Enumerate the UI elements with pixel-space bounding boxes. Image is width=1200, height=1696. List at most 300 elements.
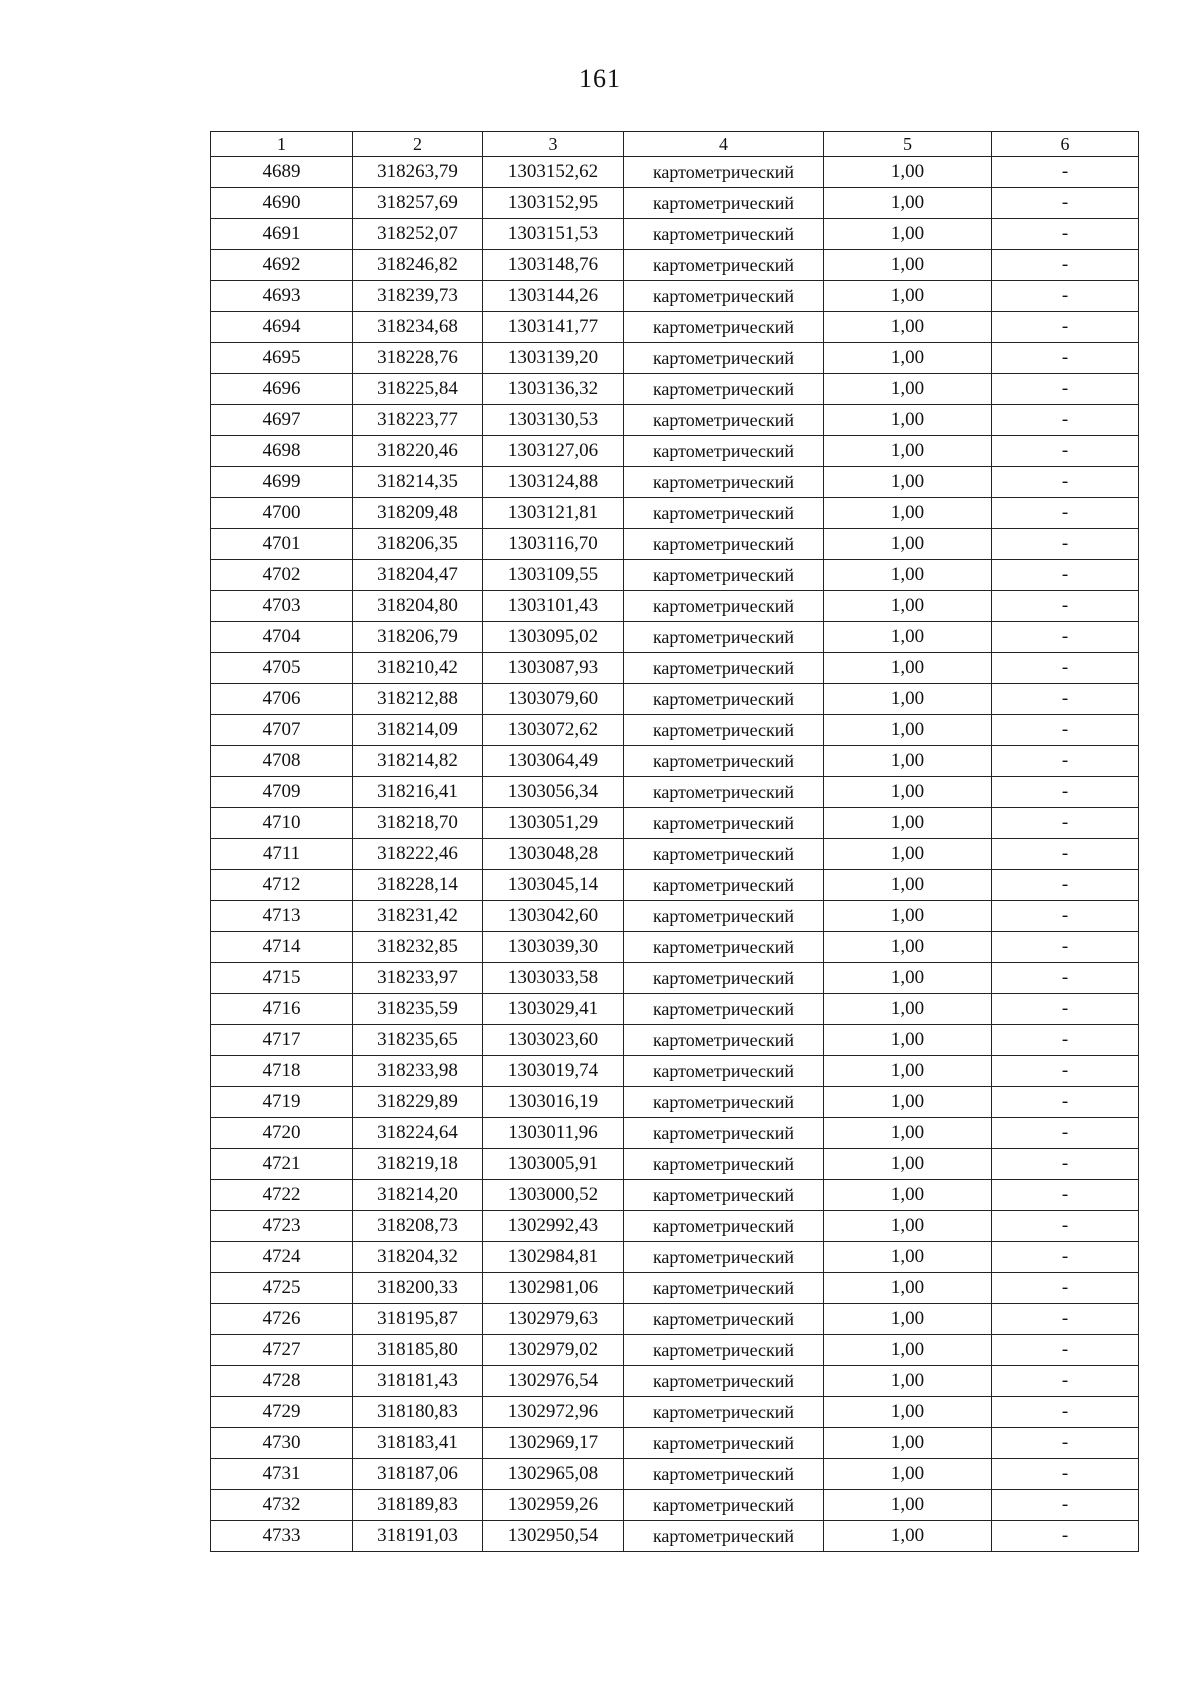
table-row xyxy=(211,653,1139,684)
cell-accuracy: 1,00 xyxy=(824,932,992,963)
cell-point-number: 4707 xyxy=(211,715,353,746)
cell-y-coordinate: 1303039,30 xyxy=(483,932,624,963)
cell-y-coordinate: 1302984,81 xyxy=(483,1242,624,1273)
coordinates-table xyxy=(210,131,1139,1552)
cell-point-number: 4727 xyxy=(211,1335,353,1366)
cell-x-coordinate: 318235,65 xyxy=(353,1025,483,1056)
cell-y-coordinate: 1303127,06 xyxy=(483,436,624,467)
cell-point-number: 4701 xyxy=(211,529,353,560)
cell-y-coordinate: 1303011,96 xyxy=(483,1118,624,1149)
cell-y-coordinate: 1303141,77 xyxy=(483,312,624,343)
cell-method: картометрический xyxy=(624,1118,824,1149)
cell-point-number: 4723 xyxy=(211,1211,353,1242)
cell-x-coordinate: 318183,41 xyxy=(353,1428,483,1459)
table-row xyxy=(211,1118,1139,1149)
cell-note: - xyxy=(992,374,1139,405)
cell-note: - xyxy=(992,1335,1139,1366)
cell-point-number: 4725 xyxy=(211,1273,353,1304)
cell-x-coordinate: 318229,89 xyxy=(353,1087,483,1118)
cell-x-coordinate: 318187,06 xyxy=(353,1459,483,1490)
cell-y-coordinate: 1303124,88 xyxy=(483,467,624,498)
cell-method: картометрический xyxy=(624,684,824,715)
cell-method: картометрический xyxy=(624,157,824,188)
cell-point-number: 4730 xyxy=(211,1428,353,1459)
cell-accuracy: 1,00 xyxy=(824,343,992,374)
cell-point-number: 4692 xyxy=(211,250,353,281)
table-row xyxy=(211,684,1139,715)
cell-note: - xyxy=(992,808,1139,839)
cell-note: - xyxy=(992,901,1139,932)
cell-y-coordinate: 1302950,54 xyxy=(483,1521,624,1552)
cell-note: - xyxy=(992,1521,1139,1552)
cell-point-number: 4720 xyxy=(211,1118,353,1149)
cell-y-coordinate: 1303023,60 xyxy=(483,1025,624,1056)
cell-note: - xyxy=(992,684,1139,715)
cell-y-coordinate: 1303121,81 xyxy=(483,498,624,529)
cell-point-number: 4728 xyxy=(211,1366,353,1397)
table-row xyxy=(211,1273,1139,1304)
table-row xyxy=(211,188,1139,219)
cell-y-coordinate: 1303033,58 xyxy=(483,963,624,994)
table-row xyxy=(211,374,1139,405)
cell-method: картометрический xyxy=(624,622,824,653)
cell-point-number: 4721 xyxy=(211,1149,353,1180)
cell-x-coordinate: 318228,14 xyxy=(353,870,483,901)
cell-y-coordinate: 1303139,20 xyxy=(483,343,624,374)
table-row xyxy=(211,932,1139,963)
cell-note: - xyxy=(992,188,1139,219)
cell-point-number: 4704 xyxy=(211,622,353,653)
cell-note: - xyxy=(992,1056,1139,1087)
table-row xyxy=(211,1149,1139,1180)
cell-y-coordinate: 1302972,96 xyxy=(483,1397,624,1428)
cell-note: - xyxy=(992,777,1139,808)
cell-method: картометрический xyxy=(624,529,824,560)
cell-point-number: 4694 xyxy=(211,312,353,343)
cell-note: - xyxy=(992,932,1139,963)
table-row xyxy=(211,1180,1139,1211)
cell-y-coordinate: 1303152,95 xyxy=(483,188,624,219)
table-row xyxy=(211,312,1139,343)
cell-x-coordinate: 318225,84 xyxy=(353,374,483,405)
cell-point-number: 4717 xyxy=(211,1025,353,1056)
cell-y-coordinate: 1303042,60 xyxy=(483,901,624,932)
cell-x-coordinate: 318228,76 xyxy=(353,343,483,374)
cell-note: - xyxy=(992,436,1139,467)
table-row xyxy=(211,1521,1139,1552)
table-body xyxy=(211,157,1139,1552)
cell-y-coordinate: 1303079,60 xyxy=(483,684,624,715)
cell-point-number: 4709 xyxy=(211,777,353,808)
cell-accuracy: 1,00 xyxy=(824,157,992,188)
cell-accuracy: 1,00 xyxy=(824,653,992,684)
cell-method: картометрический xyxy=(624,219,824,250)
cell-point-number: 4705 xyxy=(211,653,353,684)
table-row xyxy=(211,250,1139,281)
cell-note: - xyxy=(992,343,1139,374)
cell-accuracy: 1,00 xyxy=(824,281,992,312)
cell-y-coordinate: 1303136,32 xyxy=(483,374,624,405)
cell-y-coordinate: 1303087,93 xyxy=(483,653,624,684)
table-row xyxy=(211,808,1139,839)
table-row xyxy=(211,963,1139,994)
cell-method: картометрический xyxy=(624,467,824,498)
cell-note: - xyxy=(992,746,1139,777)
cell-accuracy: 1,00 xyxy=(824,994,992,1025)
cell-x-coordinate: 318210,42 xyxy=(353,653,483,684)
cell-point-number: 4693 xyxy=(211,281,353,312)
cell-accuracy: 1,00 xyxy=(824,1149,992,1180)
cell-point-number: 4729 xyxy=(211,1397,353,1428)
cell-x-coordinate: 318233,97 xyxy=(353,963,483,994)
cell-x-coordinate: 318216,41 xyxy=(353,777,483,808)
cell-accuracy: 1,00 xyxy=(824,963,992,994)
cell-x-coordinate: 318263,79 xyxy=(353,157,483,188)
cell-method: картометрический xyxy=(624,932,824,963)
cell-accuracy: 1,00 xyxy=(824,684,992,715)
cell-method: картометрический xyxy=(624,1056,824,1087)
cell-accuracy: 1,00 xyxy=(824,901,992,932)
cell-y-coordinate: 1302979,02 xyxy=(483,1335,624,1366)
cell-note: - xyxy=(992,1366,1139,1397)
cell-accuracy: 1,00 xyxy=(824,1335,992,1366)
cell-y-coordinate: 1303048,28 xyxy=(483,839,624,870)
column-header-3: 3 xyxy=(483,132,624,157)
cell-method: картометрический xyxy=(624,1273,824,1304)
cell-point-number: 4698 xyxy=(211,436,353,467)
cell-point-number: 4696 xyxy=(211,374,353,405)
cell-accuracy: 1,00 xyxy=(824,746,992,777)
cell-note: - xyxy=(992,1428,1139,1459)
cell-method: картометрический xyxy=(624,963,824,994)
cell-y-coordinate: 1303000,52 xyxy=(483,1180,624,1211)
cell-point-number: 4697 xyxy=(211,405,353,436)
cell-point-number: 4695 xyxy=(211,343,353,374)
cell-note: - xyxy=(992,312,1139,343)
cell-y-coordinate: 1303045,14 xyxy=(483,870,624,901)
table-row xyxy=(211,1428,1139,1459)
table-row xyxy=(211,1087,1139,1118)
cell-accuracy: 1,00 xyxy=(824,1242,992,1273)
cell-accuracy: 1,00 xyxy=(824,715,992,746)
cell-point-number: 4713 xyxy=(211,901,353,932)
cell-x-coordinate: 318218,70 xyxy=(353,808,483,839)
cell-x-coordinate: 318180,83 xyxy=(353,1397,483,1428)
cell-note: - xyxy=(992,529,1139,560)
cell-note: - xyxy=(992,1087,1139,1118)
cell-method: картометрический xyxy=(624,188,824,219)
cell-note: - xyxy=(992,219,1139,250)
cell-note: - xyxy=(992,1490,1139,1521)
table-row xyxy=(211,715,1139,746)
cell-note: - xyxy=(992,839,1139,870)
cell-y-coordinate: 1302965,08 xyxy=(483,1459,624,1490)
cell-y-coordinate: 1303064,49 xyxy=(483,746,624,777)
cell-x-coordinate: 318220,46 xyxy=(353,436,483,467)
cell-method: картометрический xyxy=(624,1428,824,1459)
cell-x-coordinate: 318208,73 xyxy=(353,1211,483,1242)
cell-point-number: 4724 xyxy=(211,1242,353,1273)
cell-accuracy: 1,00 xyxy=(824,1490,992,1521)
cell-x-coordinate: 318232,85 xyxy=(353,932,483,963)
table-row xyxy=(211,1056,1139,1087)
cell-note: - xyxy=(992,1211,1139,1242)
cell-x-coordinate: 318233,98 xyxy=(353,1056,483,1087)
cell-accuracy: 1,00 xyxy=(824,1428,992,1459)
cell-x-coordinate: 318204,47 xyxy=(353,560,483,591)
cell-point-number: 4716 xyxy=(211,994,353,1025)
cell-x-coordinate: 318204,32 xyxy=(353,1242,483,1273)
cell-point-number: 4718 xyxy=(211,1056,353,1087)
cell-x-coordinate: 318191,03 xyxy=(353,1521,483,1552)
table-row xyxy=(211,436,1139,467)
cell-point-number: 4715 xyxy=(211,963,353,994)
cell-x-coordinate: 318219,18 xyxy=(353,1149,483,1180)
cell-note: - xyxy=(992,653,1139,684)
cell-point-number: 4689 xyxy=(211,157,353,188)
cell-method: картометрический xyxy=(624,839,824,870)
cell-note: - xyxy=(992,560,1139,591)
cell-method: картометрический xyxy=(624,715,824,746)
column-header-1: 1 xyxy=(211,132,353,157)
cell-x-coordinate: 318223,77 xyxy=(353,405,483,436)
cell-point-number: 4712 xyxy=(211,870,353,901)
cell-method: картометрический xyxy=(624,312,824,343)
cell-method: картометрический xyxy=(624,436,824,467)
cell-x-coordinate: 318206,79 xyxy=(353,622,483,653)
table-row xyxy=(211,1242,1139,1273)
cell-note: - xyxy=(992,467,1139,498)
cell-method: картометрический xyxy=(624,746,824,777)
cell-method: картометрический xyxy=(624,405,824,436)
cell-y-coordinate: 1303056,34 xyxy=(483,777,624,808)
table-row xyxy=(211,1397,1139,1428)
cell-note: - xyxy=(992,963,1139,994)
cell-point-number: 4699 xyxy=(211,467,353,498)
column-header-4: 4 xyxy=(624,132,824,157)
table-row xyxy=(211,529,1139,560)
cell-note: - xyxy=(992,622,1139,653)
table-row xyxy=(211,839,1139,870)
cell-note: - xyxy=(992,1397,1139,1428)
cell-note: - xyxy=(992,1118,1139,1149)
cell-x-coordinate: 318181,43 xyxy=(353,1366,483,1397)
cell-y-coordinate: 1302992,43 xyxy=(483,1211,624,1242)
cell-accuracy: 1,00 xyxy=(824,808,992,839)
cell-point-number: 4710 xyxy=(211,808,353,839)
cell-accuracy: 1,00 xyxy=(824,1366,992,1397)
cell-point-number: 4714 xyxy=(211,932,353,963)
table-row xyxy=(211,994,1139,1025)
cell-method: картометрический xyxy=(624,1304,824,1335)
cell-x-coordinate: 318252,07 xyxy=(353,219,483,250)
table-row xyxy=(211,1211,1139,1242)
table-row xyxy=(211,157,1139,188)
cell-note: - xyxy=(992,1304,1139,1335)
cell-method: картометрический xyxy=(624,343,824,374)
cell-note: - xyxy=(992,994,1139,1025)
cell-point-number: 4731 xyxy=(211,1459,353,1490)
cell-method: картометрический xyxy=(624,1211,824,1242)
cell-method: картометрический xyxy=(624,1397,824,1428)
cell-method: картометрический xyxy=(624,498,824,529)
cell-x-coordinate: 318222,46 xyxy=(353,839,483,870)
table-row xyxy=(211,777,1139,808)
cell-accuracy: 1,00 xyxy=(824,1521,992,1552)
cell-x-coordinate: 318246,82 xyxy=(353,250,483,281)
cell-note: - xyxy=(992,591,1139,622)
page-number: 161 xyxy=(579,64,621,93)
cell-accuracy: 1,00 xyxy=(824,1087,992,1118)
cell-y-coordinate: 1303109,55 xyxy=(483,560,624,591)
cell-accuracy: 1,00 xyxy=(824,1211,992,1242)
cell-x-coordinate: 318195,87 xyxy=(353,1304,483,1335)
table-row xyxy=(211,1304,1139,1335)
cell-accuracy: 1,00 xyxy=(824,250,992,281)
cell-x-coordinate: 318231,42 xyxy=(353,901,483,932)
table-row xyxy=(211,219,1139,250)
cell-method: картометрический xyxy=(624,808,824,839)
cell-point-number: 4726 xyxy=(211,1304,353,1335)
cell-point-number: 4711 xyxy=(211,839,353,870)
table-row xyxy=(211,1025,1139,1056)
cell-accuracy: 1,00 xyxy=(824,436,992,467)
cell-point-number: 4702 xyxy=(211,560,353,591)
cell-x-coordinate: 318224,64 xyxy=(353,1118,483,1149)
cell-accuracy: 1,00 xyxy=(824,405,992,436)
table-row xyxy=(211,560,1139,591)
cell-method: картометрический xyxy=(624,901,824,932)
cell-x-coordinate: 318214,20 xyxy=(353,1180,483,1211)
cell-note: - xyxy=(992,1242,1139,1273)
cell-y-coordinate: 1302981,06 xyxy=(483,1273,624,1304)
cell-x-coordinate: 318234,68 xyxy=(353,312,483,343)
cell-method: картометрический xyxy=(624,1025,824,1056)
cell-x-coordinate: 318200,33 xyxy=(353,1273,483,1304)
cell-y-coordinate: 1303116,70 xyxy=(483,529,624,560)
cell-note: - xyxy=(992,281,1139,312)
cell-accuracy: 1,00 xyxy=(824,1459,992,1490)
cell-x-coordinate: 318214,09 xyxy=(353,715,483,746)
cell-method: картометрический xyxy=(624,1335,824,1366)
table-row xyxy=(211,901,1139,932)
cell-x-coordinate: 318209,48 xyxy=(353,498,483,529)
cell-note: - xyxy=(992,405,1139,436)
cell-point-number: 4732 xyxy=(211,1490,353,1521)
cell-accuracy: 1,00 xyxy=(824,498,992,529)
cell-accuracy: 1,00 xyxy=(824,188,992,219)
cell-y-coordinate: 1303144,26 xyxy=(483,281,624,312)
cell-x-coordinate: 318206,35 xyxy=(353,529,483,560)
cell-method: картометрический xyxy=(624,1149,824,1180)
column-header-2: 2 xyxy=(353,132,483,157)
cell-y-coordinate: 1302979,63 xyxy=(483,1304,624,1335)
cell-accuracy: 1,00 xyxy=(824,1180,992,1211)
cell-y-coordinate: 1303151,53 xyxy=(483,219,624,250)
table-row xyxy=(211,591,1139,622)
cell-accuracy: 1,00 xyxy=(824,529,992,560)
table-row xyxy=(211,281,1139,312)
cell-accuracy: 1,00 xyxy=(824,560,992,591)
cell-y-coordinate: 1303019,74 xyxy=(483,1056,624,1087)
cell-point-number: 4703 xyxy=(211,591,353,622)
cell-accuracy: 1,00 xyxy=(824,1056,992,1087)
cell-accuracy: 1,00 xyxy=(824,622,992,653)
cell-note: - xyxy=(992,1025,1139,1056)
cell-y-coordinate: 1303029,41 xyxy=(483,994,624,1025)
cell-note: - xyxy=(992,1180,1139,1211)
table-row xyxy=(211,1490,1139,1521)
cell-y-coordinate: 1303152,62 xyxy=(483,157,624,188)
cell-method: картометрический xyxy=(624,870,824,901)
cell-y-coordinate: 1303101,43 xyxy=(483,591,624,622)
cell-x-coordinate: 318212,88 xyxy=(353,684,483,715)
table-row xyxy=(211,498,1139,529)
cell-y-coordinate: 1303130,53 xyxy=(483,405,624,436)
cell-method: картометрический xyxy=(624,1087,824,1118)
cell-x-coordinate: 318214,35 xyxy=(353,467,483,498)
cell-x-coordinate: 318257,69 xyxy=(353,188,483,219)
cell-accuracy: 1,00 xyxy=(824,591,992,622)
cell-note: - xyxy=(992,715,1139,746)
cell-y-coordinate: 1303148,76 xyxy=(483,250,624,281)
cell-method: картометрический xyxy=(624,1490,824,1521)
cell-accuracy: 1,00 xyxy=(824,1025,992,1056)
cell-method: картометрический xyxy=(624,994,824,1025)
cell-point-number: 4700 xyxy=(211,498,353,529)
table-row xyxy=(211,1335,1139,1366)
cell-method: картометрический xyxy=(624,1521,824,1552)
cell-accuracy: 1,00 xyxy=(824,1304,992,1335)
cell-note: - xyxy=(992,157,1139,188)
cell-accuracy: 1,00 xyxy=(824,777,992,808)
table-row xyxy=(211,870,1139,901)
cell-accuracy: 1,00 xyxy=(824,1118,992,1149)
cell-x-coordinate: 318204,80 xyxy=(353,591,483,622)
cell-x-coordinate: 318214,82 xyxy=(353,746,483,777)
table-row xyxy=(211,1459,1139,1490)
cell-method: картометрический xyxy=(624,653,824,684)
cell-accuracy: 1,00 xyxy=(824,1273,992,1304)
cell-y-coordinate: 1303016,19 xyxy=(483,1087,624,1118)
cell-x-coordinate: 318235,59 xyxy=(353,994,483,1025)
cell-y-coordinate: 1302969,17 xyxy=(483,1428,624,1459)
table-row xyxy=(211,622,1139,653)
cell-note: - xyxy=(992,1273,1139,1304)
cell-method: картометрический xyxy=(624,374,824,405)
cell-note: - xyxy=(992,250,1139,281)
cell-method: картометрический xyxy=(624,250,824,281)
cell-accuracy: 1,00 xyxy=(824,219,992,250)
cell-x-coordinate: 318185,80 xyxy=(353,1335,483,1366)
cell-accuracy: 1,00 xyxy=(824,870,992,901)
cell-note: - xyxy=(992,1459,1139,1490)
cell-y-coordinate: 1302959,26 xyxy=(483,1490,624,1521)
cell-method: картометрический xyxy=(624,1180,824,1211)
cell-point-number: 4708 xyxy=(211,746,353,777)
cell-note: - xyxy=(992,1149,1139,1180)
cell-method: картометрический xyxy=(624,281,824,312)
cell-y-coordinate: 1303095,02 xyxy=(483,622,624,653)
header-row xyxy=(211,132,1139,157)
cell-method: картометрический xyxy=(624,1459,824,1490)
cell-y-coordinate: 1303005,91 xyxy=(483,1149,624,1180)
cell-method: картометрический xyxy=(624,591,824,622)
cell-y-coordinate: 1303051,29 xyxy=(483,808,624,839)
cell-point-number: 4733 xyxy=(211,1521,353,1552)
table-row xyxy=(211,405,1139,436)
table-row xyxy=(211,746,1139,777)
